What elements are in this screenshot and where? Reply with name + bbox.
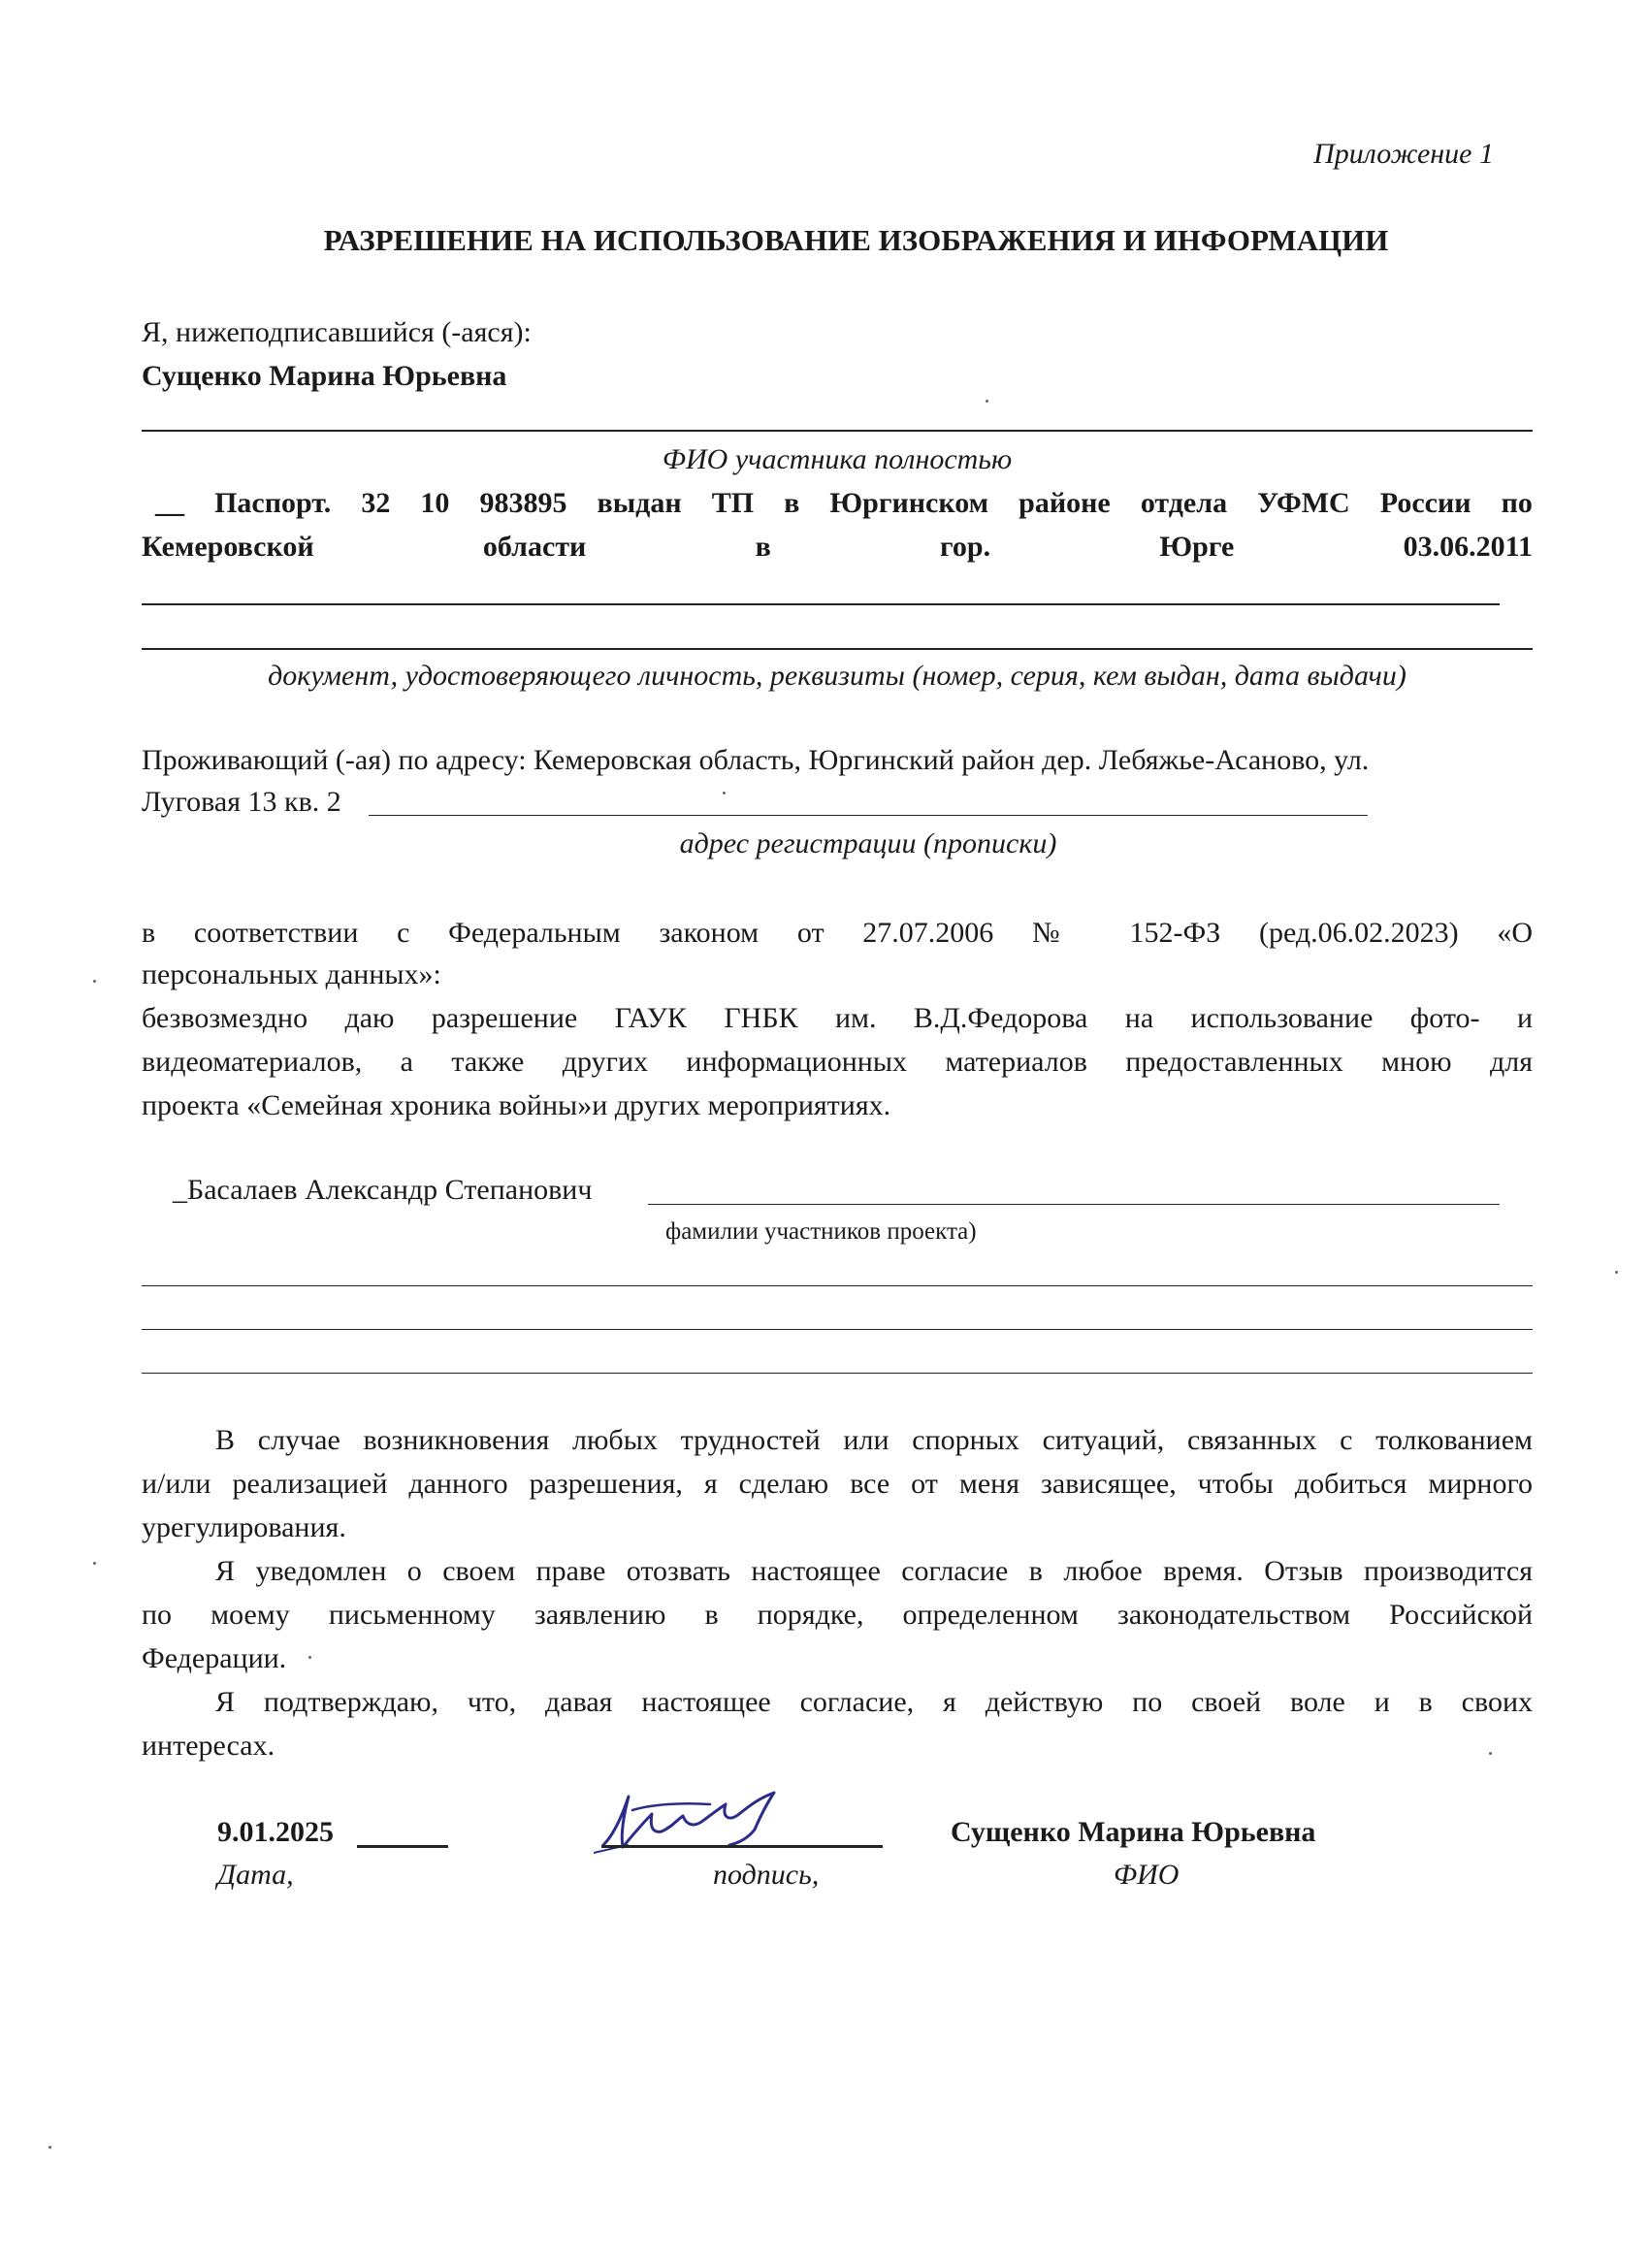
document-word: УФМС (1257, 487, 1350, 519)
document-underline-2 (142, 648, 1533, 650)
scan-speck (93, 1562, 96, 1565)
consent-line-1: безвозмездно даю разрешение ГАУК ГНБК им. В.Д.Федорова на использование фото- и (142, 1002, 1533, 1034)
document-word: Кемеровской (142, 531, 314, 563)
date-value: 9.01.2025 (217, 1816, 334, 1848)
document-word: в (755, 531, 771, 563)
undersigned-intro: Я, нижеподписавшийся (-аяся): (142, 316, 532, 348)
document-word: области (482, 531, 587, 563)
participant-name: _Басалаев Александр Степанович (173, 1174, 593, 1206)
participants-line-2 (142, 1329, 1533, 1330)
scan-speck (48, 2146, 51, 2149)
document-caption: документ, удостоверяющего личность, реквизиты (номер, серия, кем выдан, дата выдачи) (268, 660, 1406, 692)
law-line-2: персональных данных»: (142, 958, 441, 990)
clause-1-line-1: В случае возникновения любых трудностей или спорных ситуаций, связанных с толкованием (215, 1424, 1533, 1456)
participants-caption: фамилии участников проекта) (665, 1218, 977, 1245)
document-word: России (1379, 487, 1471, 519)
consent-line-2: видеоматериалов, а также других информационных материалов предоставленных мною для (142, 1046, 1533, 1078)
date-caption: Дата, (217, 1859, 294, 1891)
handwritten-signature (594, 1775, 797, 1863)
clause-3-line-2: интересах. (142, 1730, 275, 1762)
clause-2-line-2: по моему письменному заявлению в порядке, определенном законодательством Российской (142, 1599, 1533, 1631)
date-underline (357, 1845, 448, 1848)
document-underline-1 (142, 603, 1500, 605)
clause-3-line-1: Я подтверждаю, что, давая настоящее согласие, я действую по своей воле и в своих (215, 1686, 1533, 1718)
scan-speck (986, 400, 988, 403)
signature-caption: подпись, (713, 1859, 820, 1891)
signer-name: Сущенко Марина Юрьевна (951, 1816, 1316, 1848)
clause-2-line-1: Я уведомлен о своем праве отозвать настоящее согласие в любое время. Отзыв производится (215, 1555, 1533, 1587)
scan-speck (1615, 1271, 1618, 1274)
document-word: ТП (711, 487, 755, 519)
document-word: Юргинском (829, 487, 989, 519)
undersigned-name: Сущенко Марина Юрьевна (142, 360, 507, 392)
document-prefix: __ (155, 487, 184, 519)
signer-name-caption: ФИО (1114, 1859, 1180, 1891)
scan-speck (308, 1656, 311, 1659)
document-word: Паспорт. (214, 487, 332, 519)
document-line-1 (155, 487, 1533, 520)
consent-line-3: проекта «Семейная хроника войны»и других мероприятиях. (142, 1089, 891, 1121)
name-caption: ФИО участника полностью (662, 443, 1013, 475)
document-word: 10 (420, 487, 450, 519)
document-word: районе (1018, 487, 1111, 519)
participants-line-3 (142, 1373, 1533, 1374)
document-word: 03.06.2011 (1403, 531, 1533, 563)
document-title: РАЗРЕШЕНИЕ НА ИСПОЛЬЗОВАНИЕ ИЗОБРАЖЕНИЯ И ИНФОРМАЦИИ (323, 223, 1389, 257)
name-underline (142, 430, 1533, 432)
document-word: в (784, 487, 800, 519)
participants-line-1 (142, 1285, 1533, 1286)
participant-underline (648, 1204, 1500, 1205)
document-word: 32 (361, 487, 391, 519)
document-word: по (1501, 487, 1533, 519)
law-line-1: в соответствии с Федеральным законом от 27.07.2006 № 152-ФЗ (ред.06.02.2023) «О (142, 917, 1533, 949)
document-word: выдан (597, 487, 682, 519)
document-word: Юрге (1159, 531, 1235, 563)
document-line-2 (142, 531, 1533, 564)
signature-underline (601, 1845, 883, 1848)
document-word: отдела (1140, 487, 1228, 519)
address-line-1: Проживающий (-ая) по адресу: Кемеровская область, Юргинский район дер. Лебяжье-Асаново, ул. (142, 744, 1370, 776)
address-line-2: Луговая 13 кв. 2 (142, 786, 341, 818)
address-caption: адрес регистрации (прописки) (679, 827, 1057, 859)
clause-1-line-2: и/или реализацией данного разрешения, я сделаю все от меня зависящее, чтобы добиться мирного (142, 1468, 1533, 1500)
clause-1-line-3: урегулирования. (142, 1511, 346, 1543)
scan-speck (1489, 1752, 1492, 1755)
scan-speck (723, 792, 726, 794)
address-underline (369, 815, 1368, 816)
document-word: гор. (940, 531, 991, 563)
appendix-label: Приложение 1 (1313, 138, 1494, 170)
document-word: 983895 (479, 487, 567, 519)
scan-speck (93, 980, 96, 983)
clause-2-line-3: Федерации. (142, 1642, 287, 1674)
